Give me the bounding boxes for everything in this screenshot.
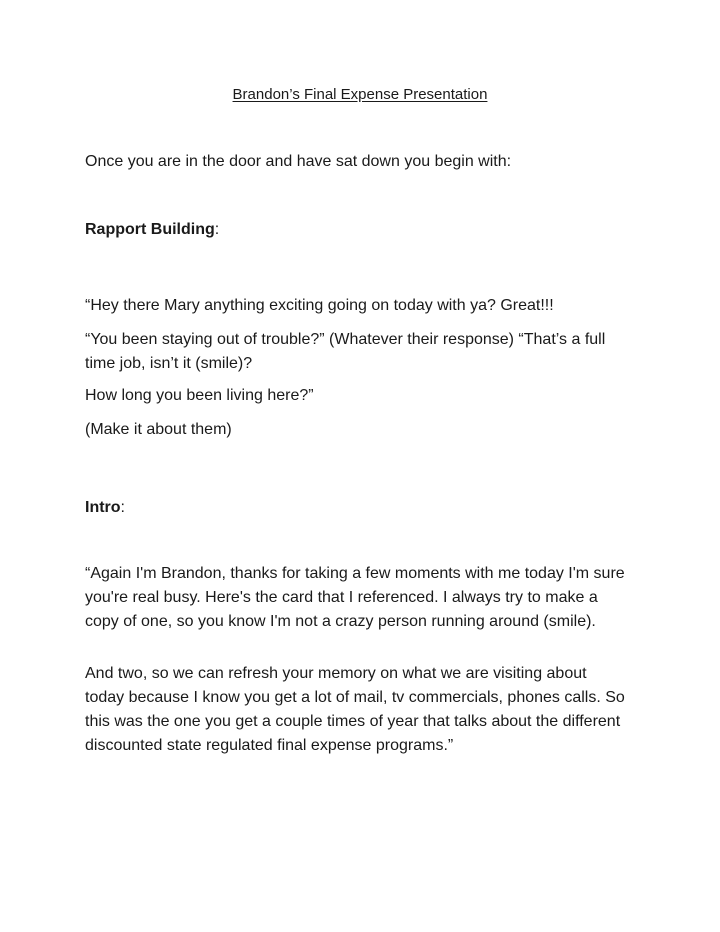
rapport-line-3: How long you been living here?” xyxy=(85,387,314,404)
opening-line: Once you are in the door and have sat down you begin with: xyxy=(85,153,512,170)
rapport-heading-label: Rapport Building xyxy=(85,221,215,238)
intro-heading-label: Intro xyxy=(85,499,121,516)
intro-paragraph-2: And two, so we can refresh your memory on what we are visiting about today because I know you get a lot of mail, tv commercials, phones calls. So this was the one you get a couple times of year that talks about the different discounted state regulated final expense programs.” xyxy=(85,665,625,754)
intro-heading xyxy=(85,496,630,520)
document-title: Brandon’s Final Expense Presentation xyxy=(232,86,488,103)
intro-paragraph-1: “Again I'm Brandon, thanks for taking a few moments with me today I'm sure you're real busy. Here's the card that I referenced. I always try to make a copy of one, so you know I'm not a crazy person running around (smile). xyxy=(85,565,625,630)
rapport-line-1: “Hey there Mary anything exciting going on today with ya? Great!!! xyxy=(85,297,554,314)
rapport-line-2: “You been staying out of trouble?” (Whatever their response) “That’s a full time job, isn’t it (smile)? xyxy=(85,331,606,372)
rapport-heading xyxy=(85,218,630,242)
intro-heading-colon: : xyxy=(120,499,125,516)
rapport-heading-colon: : xyxy=(214,221,220,238)
rapport-line-4: (Make it about them) xyxy=(85,421,232,438)
